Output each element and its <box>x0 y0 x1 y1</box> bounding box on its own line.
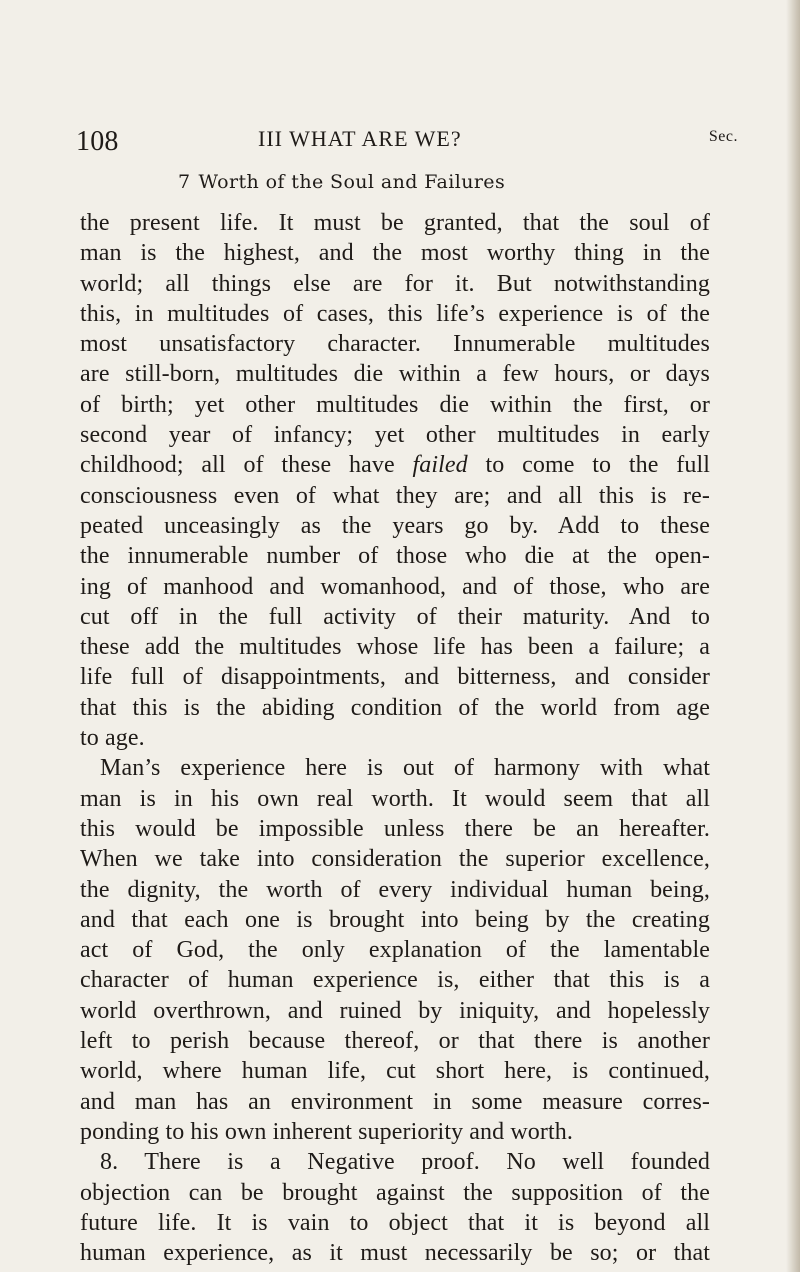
text-line: to age. <box>80 725 145 752</box>
text-line: and man has an environment in some measure corres- <box>80 1088 710 1115</box>
page-header <box>76 126 736 160</box>
text-line: cut off in the full activity of their maturity. And to <box>80 603 710 630</box>
text-line: that this is the abiding condition of the world from age <box>80 694 710 721</box>
text-line: When we take into consideration the superior excellence, <box>80 846 710 873</box>
page-edge-shadow <box>786 0 800 1272</box>
text-line: most unsatisfactory character. Innumerable multitudes <box>80 331 710 358</box>
text-line: man is in his own real worth. It would seem that all <box>80 785 710 812</box>
section-mark: Sec. <box>708 128 738 145</box>
text-line: life full of disappointments, and bitterness, and consider <box>80 664 710 691</box>
text-line: peated unceasingly as the years go by. Add to these <box>80 512 710 539</box>
section-number: 7 <box>178 171 191 193</box>
text-line: are still-born, multitudes die within a few hours, or days <box>80 361 710 388</box>
text-line: these add the multitudes whose life has been a failure; a <box>80 634 710 661</box>
text-line: ponding to his own inherent superiority and worth. <box>80 1118 573 1145</box>
text-line: consciousness even of what they are; and all this is re- <box>80 482 710 509</box>
text-line: man is the highest, and the most worthy thing in the <box>80 240 710 267</box>
text-line: world, where human life, cut short here, is continued, <box>80 1058 710 1085</box>
text-line: objection can be brought against the supposition of the <box>80 1179 710 1206</box>
text-line: world; all things else are for it. But notwithstanding <box>80 270 710 297</box>
section-heading <box>178 171 638 193</box>
section-title: Worth of the Soul and Failures <box>198 171 506 193</box>
italic-word: failed <box>412 452 468 479</box>
text-line: future life. It is vain to object that it is beyond all <box>80 1209 710 1236</box>
page-number: 108 <box>76 126 119 157</box>
text-line: ing of manhood and womanhood, and of those, who are <box>80 573 710 600</box>
body-text <box>80 208 710 1268</box>
text-segment: childhood; all of these have <box>80 452 413 479</box>
text-line: the present life. It must be granted, that the soul of <box>80 210 710 236</box>
text-line: act of God, the only explanation of the lamentable <box>80 937 710 964</box>
text-line: Man’s experience here is out of harmony with what <box>100 755 710 782</box>
text-line: the innumerable number of those who die at the open- <box>80 543 710 570</box>
text-line: world overthrown, and ruined by iniquity, and hopelessly <box>80 997 710 1024</box>
text-line: second year of infancy; yet other multitudes in early <box>80 422 710 449</box>
text-line: of birth; yet other multitudes die within the first, or <box>80 391 710 418</box>
text-line: this, in multitudes of cases, this life’s experience is of the <box>80 300 710 327</box>
text-line: human experience, as it must necessarily be so; or that <box>80 1240 710 1267</box>
text-line: character of human experience is, either that this is a <box>80 967 710 994</box>
text-segment: to come to the full <box>467 452 710 479</box>
running-title: III WHAT ARE WE? <box>258 126 462 151</box>
text-line: the dignity, the worth of every individual human being, <box>80 876 710 903</box>
text-line <box>80 450 710 480</box>
text-line: 8. There is a Negative proof. No well founded <box>100 1149 710 1176</box>
text-line: this would be impossible unless there be an hereafter. <box>80 815 710 842</box>
text-line: and that each one is brought into being by the creating <box>80 906 710 933</box>
text-line: left to perish because thereof, or that there is another <box>80 1028 710 1055</box>
